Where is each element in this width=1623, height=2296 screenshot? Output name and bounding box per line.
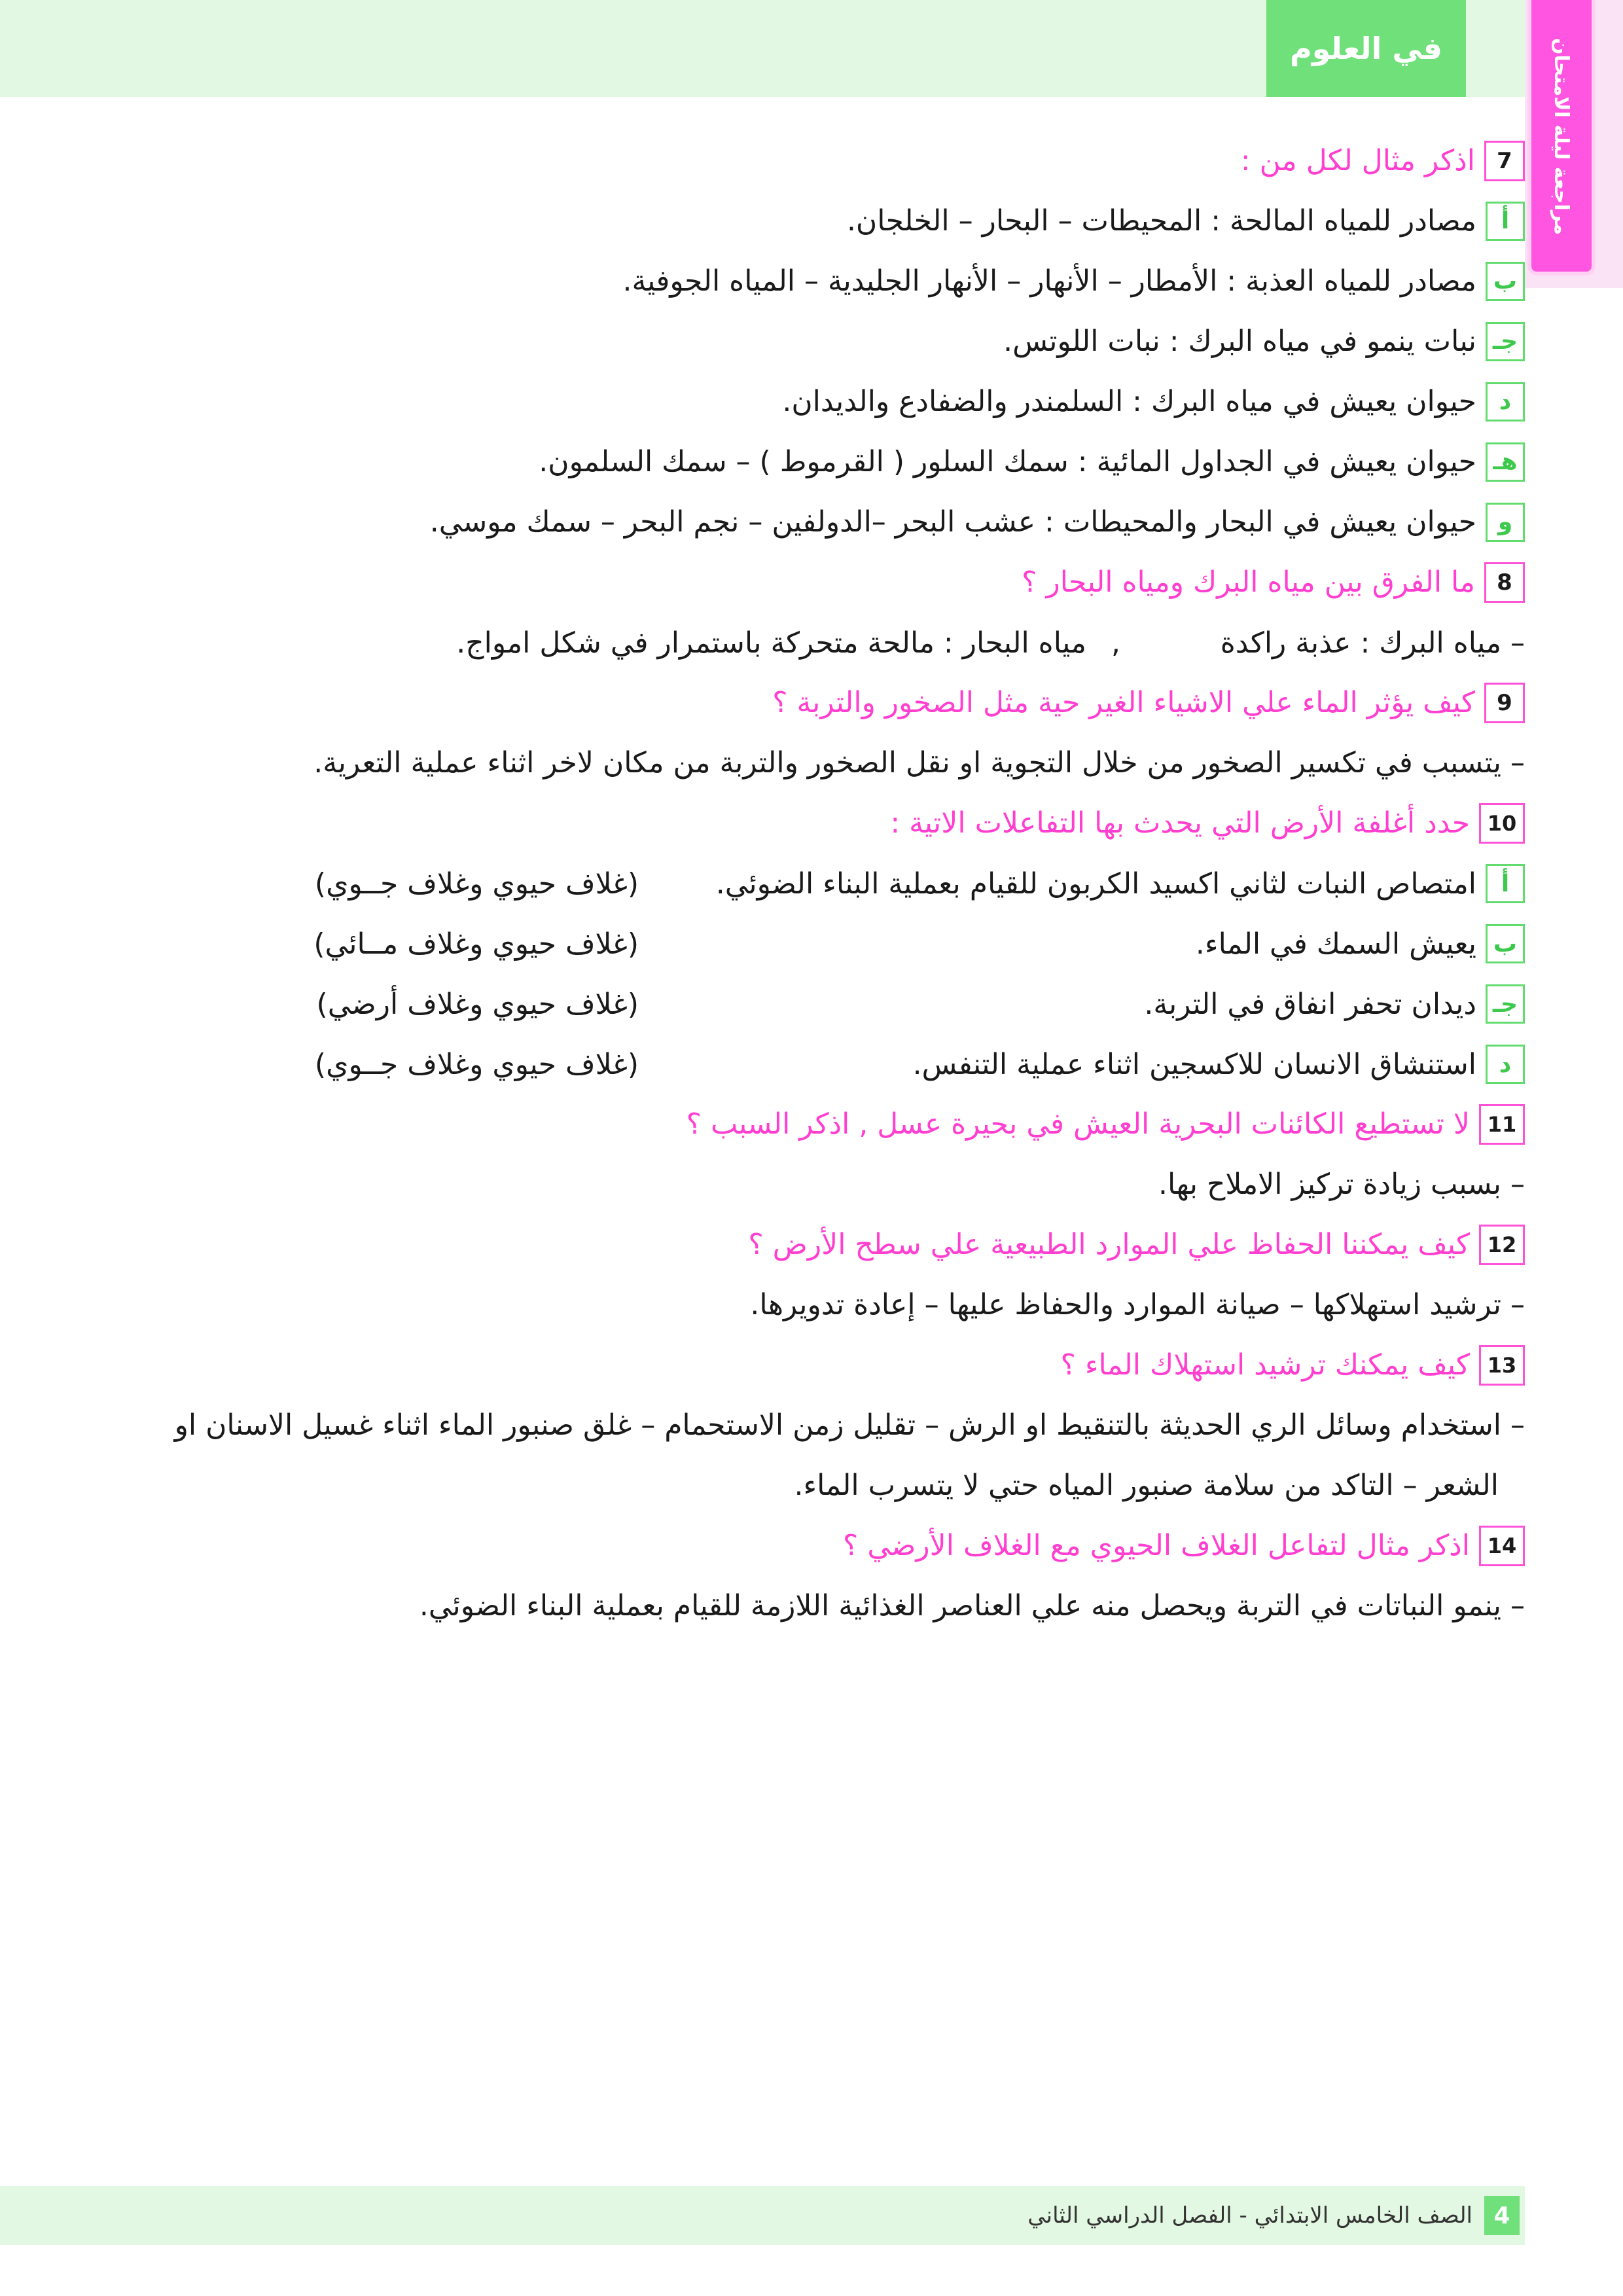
reaction-item: [98, 914, 1525, 974]
answer-9: – يتسبب في تكسير الصخور من خلال التجوية او نقل الصخور والتربة من مكان لاخر اثناء عملية التعرية.: [313, 746, 1525, 780]
footer-text: الصف الخامس الابتدائي - الفصل الدراسي الثاني: [1027, 2202, 1472, 2229]
question-text: كيف يمكننا الحفاظ علي الموارد الطبيعية علي سطح الأرض ؟: [748, 1228, 1470, 1261]
answer-part: – مياه البرك : عذبة راكدة: [1220, 626, 1525, 660]
question-text: اذكر مثال لتفاعل الغلاف الحيوي مع الغلاف الأرضي ؟: [843, 1529, 1470, 1562]
sub-item: [98, 372, 1525, 432]
item-letter: أ: [1486, 864, 1525, 903]
question-number: 9: [1484, 683, 1525, 723]
answer-13-line-1: – استخدام وسائل الري الحديثة بالتنقيط او الرش – تقليل زمن الاستحمام – غلق صنبور الماء اثناء غسيل الاسنان او: [174, 1408, 1525, 1442]
question-number: 12: [1479, 1225, 1525, 1265]
answer-separator: ,: [1111, 626, 1120, 660]
question-number: 7: [1484, 141, 1525, 181]
answer-12: – ترشيد استهلاكها – صيانة الموارد والحفاظ عليها – إعادة تدويرها.: [750, 1288, 1525, 1321]
item-letter: و: [1486, 503, 1525, 542]
question-text: لا تستطيع الكائنات البحرية العيش في بحيرة عسل , اذكر السبب ؟: [686, 1107, 1470, 1141]
reaction-text: ديدان تحفر انفاق في التربة.: [1144, 987, 1476, 1021]
side-tab-label: مراجعة ليلة الامتحان: [1550, 37, 1573, 235]
question-13: [98, 1335, 1525, 1395]
sub-item: [98, 251, 1525, 312]
item-letter: جـ: [1486, 984, 1525, 1024]
item-letter: هـ: [1486, 442, 1525, 482]
question-text: اذكر مثال لكل من :: [1240, 144, 1475, 177]
question-11: [98, 1094, 1525, 1155]
sphere-answer: (غلاف حيوي وغلاف جــوي): [314, 1047, 639, 1081]
sphere-answer: (غلاف حيوي وغلاف مــائي): [313, 927, 639, 961]
question-text: كيف يؤثر الماء علي الاشياء الغير حية مثل الصخور والتربة ؟: [772, 686, 1475, 719]
item-letter: أ: [1486, 202, 1525, 241]
item-text: حيوان يعيش في مياه البرك : السلمندر والضفادع والديدان.: [782, 385, 1476, 418]
question-number: 11: [1479, 1104, 1525, 1145]
question-text: ما الفرق بين مياه البرك ومياه البحار ؟: [1022, 565, 1475, 599]
item-letter: جـ: [1486, 322, 1525, 361]
sub-item: [98, 191, 1525, 251]
answer-14: – ينمو النباتات في التربة ويحصل منه علي العناصر الغذائية اللازمة للقيام بعملية البناء الضوئي.: [419, 1589, 1525, 1623]
page-content: [98, 131, 1525, 1636]
side-tab: [1525, 0, 1623, 288]
question-number: 8: [1484, 562, 1525, 603]
question-text: كيف يمكنك ترشيد استهلاك الماء ؟: [1060, 1348, 1470, 1382]
item-text: حيوان يعيش في البحار والمحيطات : عشب البحر –الدولفين – نجم البحر – سمك موسي.: [429, 505, 1476, 539]
reaction-text: امتصاص النبات لثاني اكسيد الكربون للقيام بعملية البناء الضوئي.: [715, 867, 1476, 901]
answer-11: – بسبب زيادة تركيز الاملاح بها.: [1158, 1168, 1525, 1201]
reaction-text: يعيش السمك في الماء.: [1195, 927, 1476, 961]
reaction-item: [98, 1034, 1525, 1094]
question-number: 10: [1479, 803, 1525, 844]
question-14: [98, 1516, 1525, 1576]
item-letter: ب: [1486, 924, 1525, 963]
sub-item: [98, 312, 1525, 372]
sphere-answer: (غلاف حيوي وغلاف أرضي): [316, 987, 639, 1021]
question-9: [98, 673, 1525, 733]
item-letter: د: [1486, 382, 1525, 422]
item-text: مصادر للمياه المالحة : المحيطات – البحار – الخلجان.: [846, 204, 1476, 238]
question-10: [98, 793, 1525, 853]
reaction-item: [98, 974, 1525, 1034]
question-text: حدد أغلفة الأرض التي يحدث بها التفاعلات الاتية :: [890, 806, 1470, 840]
reaction-text: استنشاق الانسان للاكسجين اثناء عملية التنفس.: [912, 1047, 1476, 1081]
answer-13-line-2: الشعر – التاكد من سلامة صنبور المياه حتي لا يتسرب الماء.: [794, 1469, 1499, 1502]
answer-8: [98, 613, 1525, 673]
sphere-answer: (غلاف حيوي وغلاف جــوي): [314, 867, 639, 901]
question-12: [98, 1215, 1525, 1275]
question-7: [98, 131, 1525, 191]
subject-badge: في العلوم: [1266, 0, 1466, 97]
item-letter: د: [1486, 1045, 1525, 1084]
page-number: 4: [1484, 2196, 1520, 2235]
sub-item: [98, 492, 1525, 552]
sub-item: [98, 432, 1525, 492]
item-letter: ب: [1486, 262, 1525, 301]
answer-part: مياه البحار : مالحة متحركة باستمرار في شكل امواج.: [456, 626, 1086, 660]
question-number: 14: [1479, 1526, 1525, 1566]
question-8: [98, 552, 1525, 613]
item-text: حيوان يعيش في الجداول المائية : سمك السلور ( القرموط ) – سمك السلمون.: [539, 445, 1476, 478]
item-text: نبات ينمو في مياه البرك : نبات اللوتس.: [1003, 325, 1476, 358]
reaction-item: [98, 853, 1525, 914]
side-tab-label-wrap: [1531, 12, 1592, 260]
question-number: 13: [1479, 1345, 1525, 1386]
item-text: مصادر للمياه العذبة : الأمطار – الأنهار – الأنهار الجليدية – المياه الجوفية.: [622, 264, 1476, 298]
